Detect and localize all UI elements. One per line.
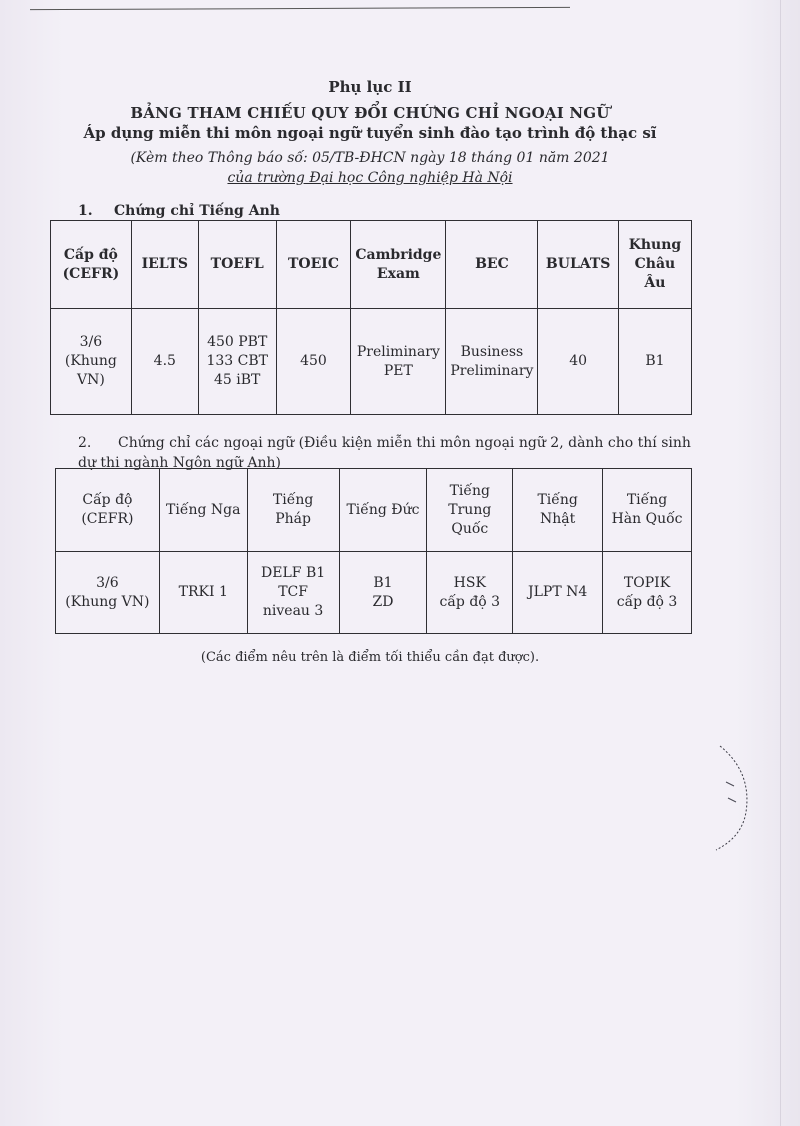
section-2-title: Chứng chỉ các ngoại ngữ (Điều kiện miễn thi môn ngoại ngữ 2, dành cho thí sinh dự thi ngành Ngôn ngữ Anh)	[78, 435, 691, 471]
table-cell-line: TOPIK	[623, 574, 671, 591]
table-cell-line: 133 CBT	[206, 353, 268, 369]
column-header	[427, 469, 513, 552]
attachment-line-1: (Kèm theo Thông báo số: 05/TB-ĐHCN ngày 18 tháng 01 năm 2021	[130, 150, 610, 166]
column-header	[159, 469, 247, 552]
column-header-line: Cambridge	[355, 246, 442, 263]
column-header-line: BULATS	[545, 256, 611, 272]
document-subtitle: Áp dụng miễn thi môn ngoại ngữ tuyển sinh đào tạo trình độ thạc sĩ	[83, 124, 657, 142]
table-cell	[446, 309, 538, 415]
column-header	[56, 469, 160, 552]
other-languages-table	[55, 468, 692, 634]
column-header	[198, 221, 276, 309]
table-cell-line: cấp độ 3	[439, 593, 501, 610]
table-cell	[427, 552, 513, 634]
column-header-line: (CEFR)	[81, 511, 134, 527]
table-cell	[351, 309, 446, 415]
table-cell	[198, 309, 276, 415]
column-header	[446, 221, 538, 309]
column-header-line: Âu	[644, 275, 666, 291]
column-header-line: Tiếng	[537, 492, 578, 508]
table-cell	[339, 552, 427, 634]
table-cell-line: 40	[569, 353, 588, 369]
table-cell-line: 3/6	[79, 334, 103, 350]
column-header-line: Cấp độ	[82, 492, 133, 508]
table-cell-line: 3/6	[96, 574, 119, 591]
column-header-line: Tiếng	[449, 482, 491, 499]
column-header-line: Tiếng Đức	[346, 501, 420, 518]
column-header	[603, 469, 692, 552]
column-header-line: BEC	[475, 256, 509, 272]
column-header	[618, 221, 691, 309]
table-cell-line: Preliminary	[356, 343, 440, 360]
table-cell	[618, 309, 691, 415]
table-row	[51, 309, 692, 415]
column-header-line: Quốc	[451, 520, 489, 537]
column-header	[131, 221, 198, 309]
scan-page-edge	[780, 0, 781, 1126]
section-2-heading	[78, 433, 698, 473]
table-cell-line: DELF B1	[261, 565, 326, 581]
section-1-heading	[78, 201, 280, 221]
table-cell-line: TCF	[278, 584, 308, 600]
table-cell-line: cấp độ 3	[616, 593, 678, 610]
english-certificate-table	[50, 220, 692, 415]
table-header-row	[56, 469, 692, 552]
section-1-number: 1.	[78, 203, 93, 219]
table-cell-line: (Khung VN)	[65, 593, 150, 610]
table-cell-line: HSK	[453, 574, 486, 591]
column-header-line: Pháp	[275, 511, 311, 527]
section-1-title: Chứng chỉ Tiếng Anh	[114, 203, 280, 219]
column-header	[276, 221, 351, 309]
column-header-line: (CEFR)	[62, 265, 120, 282]
table-cell-line: PET	[383, 362, 413, 379]
table-cell	[159, 552, 247, 634]
appendix-label: Phụ lục II	[328, 78, 412, 96]
table-cell-line: Business	[460, 343, 524, 360]
footnote: (Các điểm nêu trên là điểm tối thiểu cần đạt được).	[200, 650, 540, 665]
table-cell-line: niveau 3	[262, 603, 324, 619]
column-header-line: Khung	[628, 237, 682, 253]
table-cell	[538, 309, 618, 415]
attachment-line-2	[0, 170, 740, 186]
table-cell-line: JLPT N4	[528, 584, 588, 600]
column-header	[513, 469, 603, 552]
table-cell	[603, 552, 692, 634]
table-cell	[276, 309, 351, 415]
table-cell-line: 450 PBT	[207, 334, 268, 350]
table-cell-line: VN)	[76, 372, 105, 388]
column-header-line: Trung	[448, 501, 492, 518]
column-header	[339, 469, 427, 552]
column-header	[538, 221, 618, 309]
partial-stamp-mark	[712, 742, 752, 852]
column-header	[351, 221, 446, 309]
column-header-line: TOEIC	[287, 256, 339, 272]
column-header-line: Tiếng	[626, 492, 668, 508]
table-cell-line: 4.5	[153, 353, 176, 369]
column-header	[51, 221, 132, 309]
column-header-line: IELTS	[141, 256, 189, 272]
column-header	[247, 469, 339, 552]
table-cell-line: TRKI 1	[178, 584, 228, 600]
section-2-number: 2.	[78, 435, 92, 451]
column-header-line: Exam	[376, 265, 420, 282]
table-cell-line: B1	[645, 353, 665, 369]
column-header-line: Cấp độ	[63, 246, 118, 263]
table-cell	[513, 552, 603, 634]
table-cell-line: 450	[300, 353, 327, 369]
table-cell-line: 45 iBT	[214, 372, 261, 388]
table-cell-line: ZD	[372, 593, 394, 610]
column-header-line: Châu	[634, 256, 676, 272]
column-header-line: Hàn Quốc	[611, 511, 683, 527]
scan-top-line	[30, 7, 570, 10]
table-row	[56, 552, 692, 634]
table-header-row	[51, 221, 692, 309]
table-cell	[131, 309, 198, 415]
column-header-line: Nhật	[540, 511, 576, 527]
attachment-line-2-text: của trường Đại học Công nghiệp Hà Nội	[227, 170, 513, 186]
column-header-line: Tiếng	[272, 492, 314, 508]
table-cell	[51, 309, 132, 415]
table-cell	[247, 552, 339, 634]
column-header-line: Tiếng Nga	[166, 501, 241, 518]
table-cell	[56, 552, 160, 634]
table-cell-line: Preliminary	[450, 362, 534, 379]
table-cell-line: B1	[373, 574, 393, 591]
table-cell-line: (Khung	[64, 353, 117, 369]
document-title: BẢNG THAM CHIẾU QUY ĐỔI CHỨNG CHỈ NGOẠI NGỮ	[130, 104, 610, 122]
column-header-line: TOEFL	[210, 256, 264, 272]
